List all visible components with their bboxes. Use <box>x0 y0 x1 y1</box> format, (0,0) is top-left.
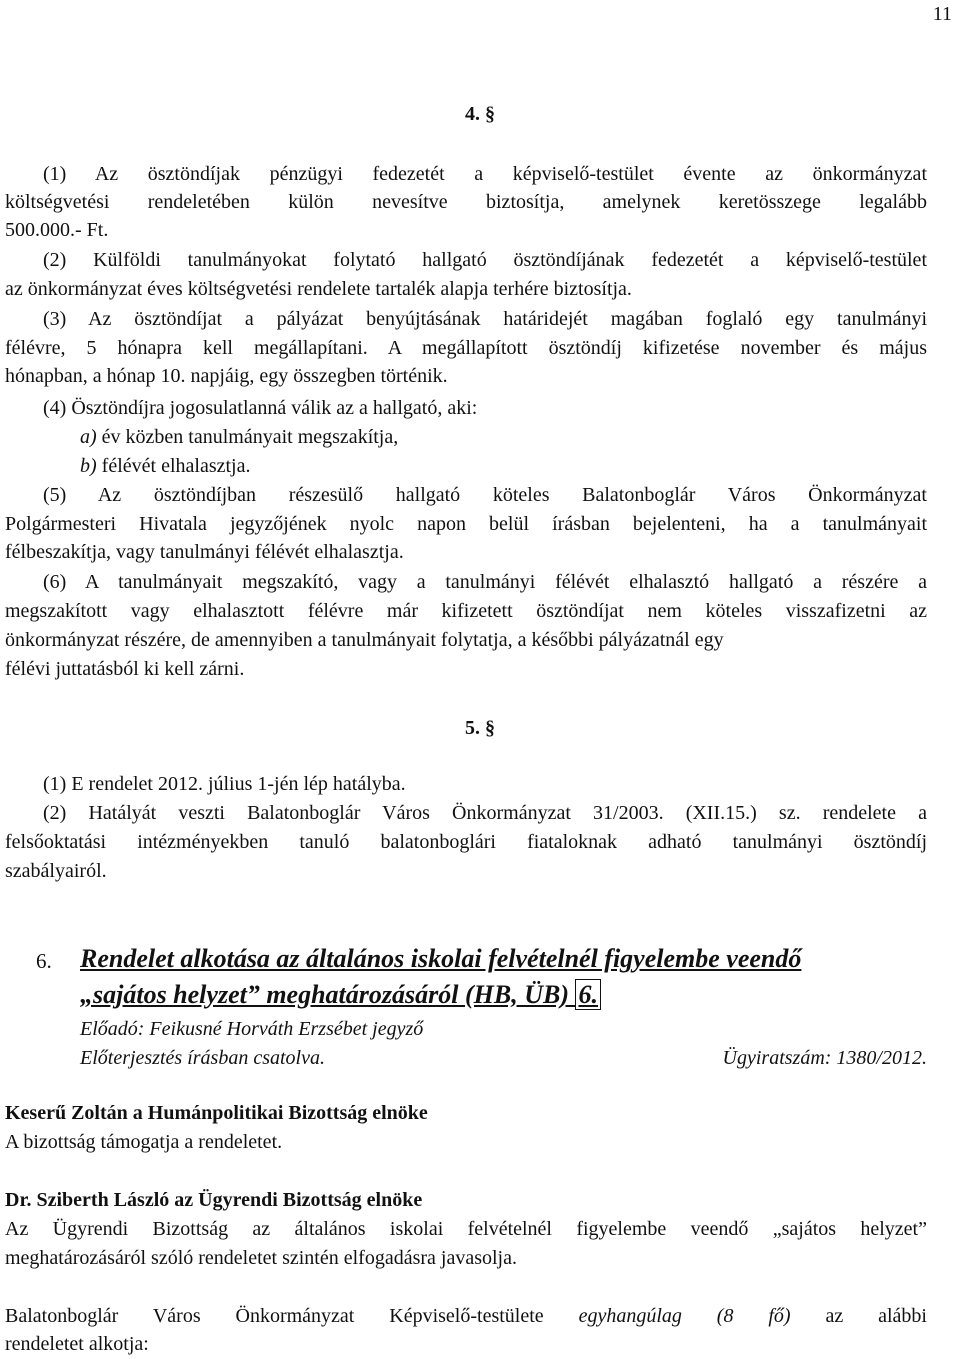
committee2-text-line1: Az Ügyrendi Bizottság az általános iskolai felvételnél figyelembe veendő „sajátos helyzet” <box>5 1218 927 1240</box>
s4-p5-line3: félbeszakítja, vagy tanulmányi félévét elhalasztja. <box>5 541 404 563</box>
agenda-title-line1: Rendelet alkotása az általános iskolai felvételnél figyelembe veendő <box>80 944 802 973</box>
item-a-label: a) <box>80 426 97 448</box>
s4-p3-line2: félévre, 5 hónapra kell megállapítani. A megállapított ösztöndíj kifizetése november és május <box>5 337 927 359</box>
decision-line1 <box>5 1302 927 1330</box>
committee1-name: Keserű Zoltán a Humánpolitikai Bizottság elnöke <box>5 1102 428 1124</box>
agenda-reference-box: 6. <box>575 979 601 1010</box>
s4-p4-item-b <box>80 452 927 480</box>
s4-p6-line2: megszakított vagy elhalasztott félévre már kifizetett ösztöndíjat nem köteles visszafizetni az <box>5 600 927 622</box>
s5-p2-line3: szabályairól. <box>5 860 107 882</box>
item-b-label: b) <box>80 455 97 477</box>
agenda-number: 6. <box>36 949 52 973</box>
s4-p6-line1: (6) A tanulmányait megszakító, vagy a tanulmányi félévét elhalasztó hallgató a részére a <box>43 571 927 593</box>
section-4-heading: 4. § <box>465 103 495 125</box>
decision-tail: az alábbi <box>790 1305 927 1327</box>
s4-p5-line1: (5) Az ösztöndíjban részesülő hallgató köteles Balatonboglár Város Önkormányzat <box>43 484 927 506</box>
s4-p1-line1: (1) Az ösztöndíjak pénzügyi fedezetét a képviselő-testület évente az önkormányzat <box>43 163 927 185</box>
decision-vote: egyhangúlag (8 fő) <box>578 1305 791 1327</box>
agenda-title-text: „sajátos helyzet” meghatározásáról (HB, ÜB) <box>80 980 569 1009</box>
s5-p2-line1: (2) Hatályát veszti Balatonboglár Város Önkormányzat 31/2003. (XII.15.) sz. rendelete a <box>43 802 927 824</box>
s4-p6-line3: önkormányzat részére, de amennyiben a tanulmányait folytatja, a későbbi pályázatnál egy <box>5 629 724 651</box>
s4-p1-line3: 500.000.- Ft. <box>5 219 109 241</box>
s4-p5-line2: Polgármesteri Hivatala jegyzőjének nyolc napon belül írásban bejelenteni, ha a tanulmányait <box>5 513 927 535</box>
s4-p3-line3: hónapban, a hónap 10. napjáig, egy összegben történik. <box>5 365 448 387</box>
committee2-text-line2: meghatározásáról szóló rendeletet szintén elfogadásra javasolja. <box>5 1247 517 1269</box>
agenda-file-number: Ügyiratszám: 1380/2012. <box>722 1047 927 1069</box>
decision-body: Balatonboglár Város Önkormányzat Képviselő-testülete <box>5 1305 579 1327</box>
s4-p4-item-a <box>80 423 927 451</box>
agenda-submission: Előterjesztés írásban csatolva. <box>80 1047 325 1069</box>
s4-p2-line2: az önkormányzat éves költségvetési rendelete tartalék alapja terhére biztosítja. <box>5 278 632 300</box>
s4-p4-line1: (4) Ösztöndíjra jogosulatlanná válik az a hallgató, aki: <box>43 397 478 419</box>
s4-p1-line2: költségvetési rendeletében külön nevesítve biztosítja, amelynek keretösszege legalább <box>5 191 927 213</box>
s4-p3-line1: (3) Az ösztöndíjat a pályázat benyújtásának határidejét magában foglaló egy tanulmányi <box>43 308 927 330</box>
s4-p2-line1: (2) Külföldi tanulmányokat folytató hallgató ösztöndíjának fedezetét a képviselő-testület <box>43 249 927 271</box>
s5-p2-line2: felsőoktatási intézményekben tanuló balatonboglári fiataloknak adható tanulmányi ösztöndíj <box>5 831 927 853</box>
section-5-heading: 5. § <box>465 717 495 739</box>
decision-line2: rendeletet alkotja: <box>5 1333 149 1355</box>
s4-p6-line4: félévi juttatásból ki kell zárni. <box>5 658 245 680</box>
agenda-presenter: Előadó: Feikusné Horváth Erzsébet jegyző <box>80 1018 424 1040</box>
item-b-text: félévét elhalasztja. <box>96 455 251 477</box>
committee2-name: Dr. Sziberth László az Ügyrendi Bizottság elnöke <box>5 1189 423 1211</box>
agenda-title-line2 <box>80 980 601 1010</box>
page-number: 11 <box>932 3 952 25</box>
item-a-text: év közben tanulmányait megszakítja, <box>96 426 399 448</box>
s5-p1: (1) E rendelet 2012. július 1-jén lép hatályba. <box>43 773 406 795</box>
committee1-text: A bizottság támogatja a rendeletet. <box>5 1131 283 1153</box>
